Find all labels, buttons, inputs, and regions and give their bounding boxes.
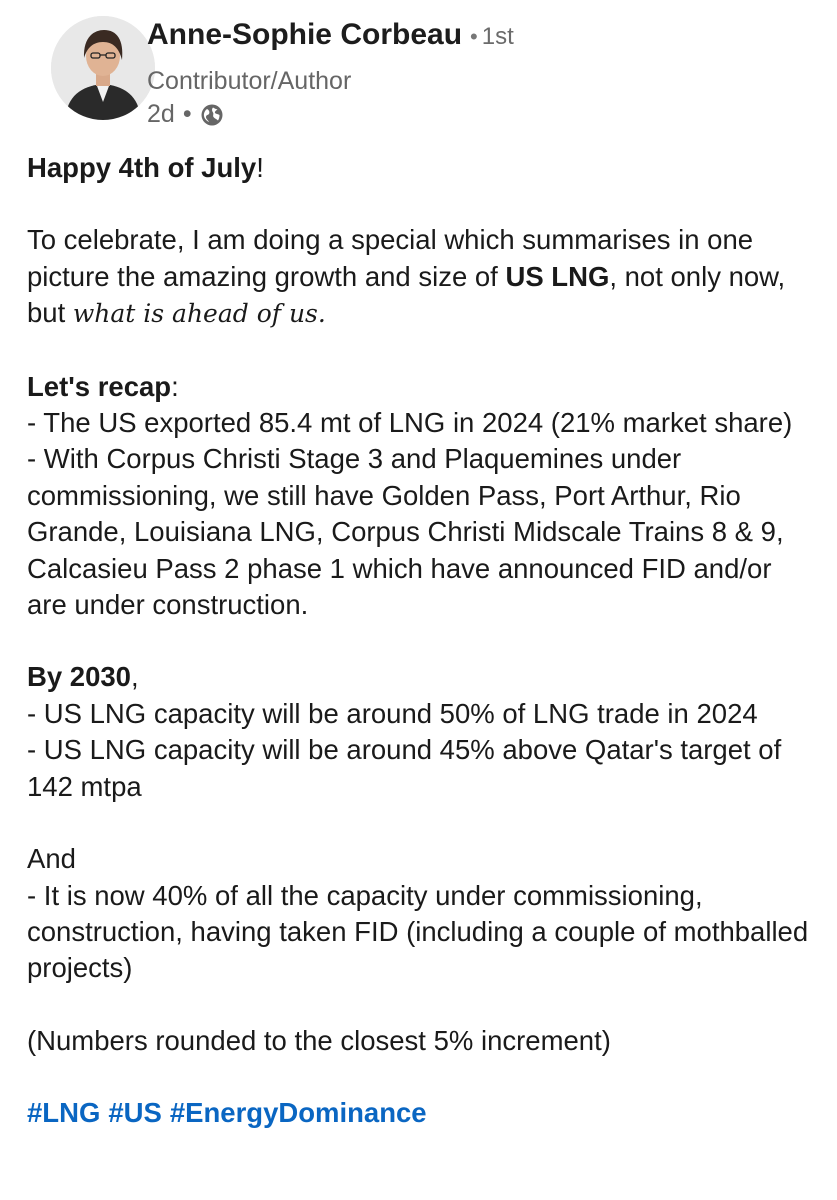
intro-italic: what is ahead of us. [72,299,326,329]
by2030-point-2: - US LNG capacity will be around 45% above Qatar's target of 142 mtpa [27,734,782,802]
by2030-heading [27,659,817,695]
hashtags [27,1095,817,1131]
and-point-1: - It is now 40% of all the capacity under commissioning, construction, having taken FID (including a couple of mothballed projects) [27,879,809,984]
recap-heading [27,369,817,405]
connection-degree: 1st [481,23,514,50]
greeting-end: ! [256,152,264,183]
globe-icon [200,103,224,127]
author-line [147,18,514,52]
author-title: Contributor/Author [147,67,352,95]
avatar[interactable] [51,16,155,120]
post-time: 2d [147,100,175,128]
recap-bold: Let's recap [27,370,172,402]
post-meta [147,100,224,129]
hashtag-link[interactable]: #US [108,1097,162,1129]
recap-point-2: - With Corpus Christi Stage 3 and Plaquemines under commissioning, we still have Golden Pass, Port Arthur, Rio Grande, Louisiana LNG, Corpus Christi Midscale Trains 8 & 9, Calcasieu Pass 2 phase 1 which have announced FID and/or are under construction. [27,443,784,621]
recap-colon: : [171,370,179,402]
degree-separator: • [470,24,478,49]
and-heading: And [27,843,76,875]
hashtag-link[interactable]: #EnergyDominance [169,1097,427,1129]
greeting [27,150,817,186]
intro-text-a: To celebrate, I am doing a special which summarises in one picture the amazing growth and size of [27,224,754,292]
recap-point-1: - The US exported 85.4 mt of LNG in 2024 (21% market share) [27,407,793,439]
intro-text-b: , not only now, but [27,260,786,329]
greeting-bold: Happy 4th of July [27,152,257,183]
by2030-point-1: - US LNG capacity will be around 50% of LNG trade in 2024 [27,697,758,729]
post-body [27,150,817,1132]
intro-paragraph [27,222,817,332]
intro-bold: US LNG [505,260,610,292]
post-header [34,14,814,128]
author-name[interactable]: Anne-Sophie Corbeau [147,18,463,51]
by2030-comma: , [130,661,139,693]
by2030-bold: By 2030 [27,661,131,693]
hashtag-link[interactable]: #LNG [27,1097,101,1129]
meta-separator: • [182,100,192,128]
footnote: (Numbers rounded to the closest 5% increment) [27,1024,611,1056]
